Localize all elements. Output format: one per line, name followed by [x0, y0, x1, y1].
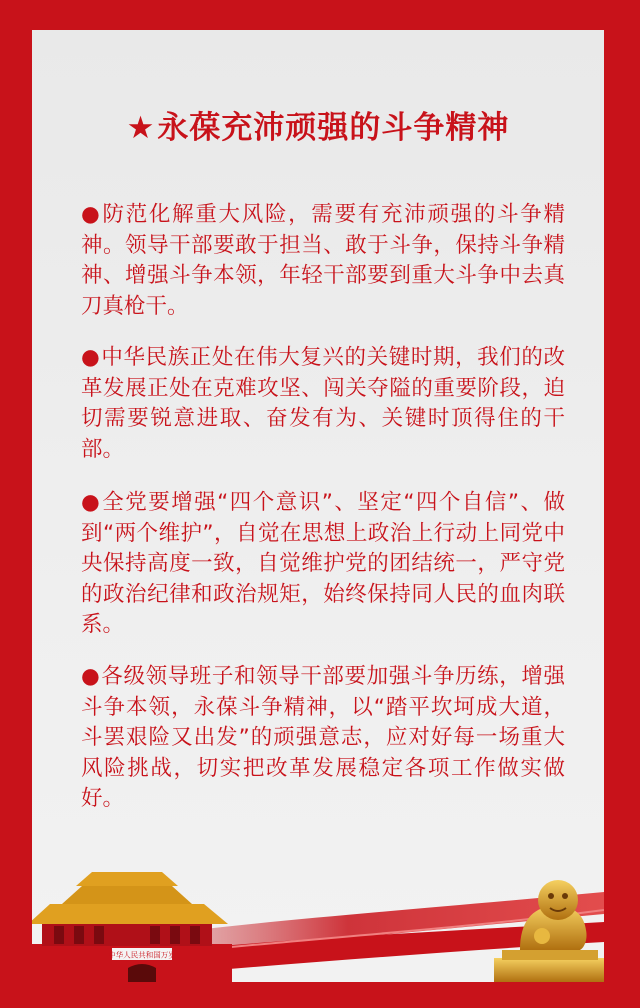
paragraph-text: 中华民族正处在伟大复兴的关键时期，我们的改革发展正处在克难攻坚、闯关夺隘的重要阶段，迫切需要锐意进取、奋发有为、关键时顶得住的干部。	[81, 345, 565, 462]
star-icon: ★	[126, 110, 156, 146]
paragraph-text: 全党要增强“四个意识”、坚定“四个自信”、做到“两个维护”，自觉在思想上政治上行动上同党中央保持高度一致，自觉维护党的团结统一，严守党的政治纪律和政治规矩，始终保持同人民的血肉联系。	[81, 490, 565, 637]
content-panel	[32, 30, 604, 982]
tiananmen-gate-icon	[32, 872, 232, 982]
paragraph-4	[81, 662, 565, 815]
paragraph-1	[81, 200, 565, 322]
bullet-icon: ●	[81, 664, 101, 689]
bullet-icon: ●	[81, 202, 102, 227]
paragraph-text: 防范化解重大风险，需要有充沛顽强的斗争精神。领导干部要敢于担当、敢于斗争，保持斗争精神、增强斗争本领，年轻干部要到重大斗争中去真刀真枪干。	[81, 202, 565, 319]
gate-plaque-text: 中华人民共和国万岁	[108, 950, 176, 960]
paragraph-text: 各级领导班子和领导干部要加强斗争历练，增强斗争本领，永葆斗争精神，以“踏平坎坷成大道，斗罢艰险又出发”的顽强意志，应对好每一场重大风险挑战，切实把改革发展稳定各项工作做实做好。	[81, 664, 565, 811]
bullet-icon: ●	[81, 490, 102, 515]
page-title	[32, 102, 604, 147]
title-text: 永葆充沛顽强的斗争精神	[157, 110, 510, 146]
paragraph-3	[81, 488, 565, 641]
bullet-icon: ●	[81, 345, 101, 370]
bottom-decoration	[32, 852, 604, 982]
paragraph-2	[81, 343, 565, 465]
